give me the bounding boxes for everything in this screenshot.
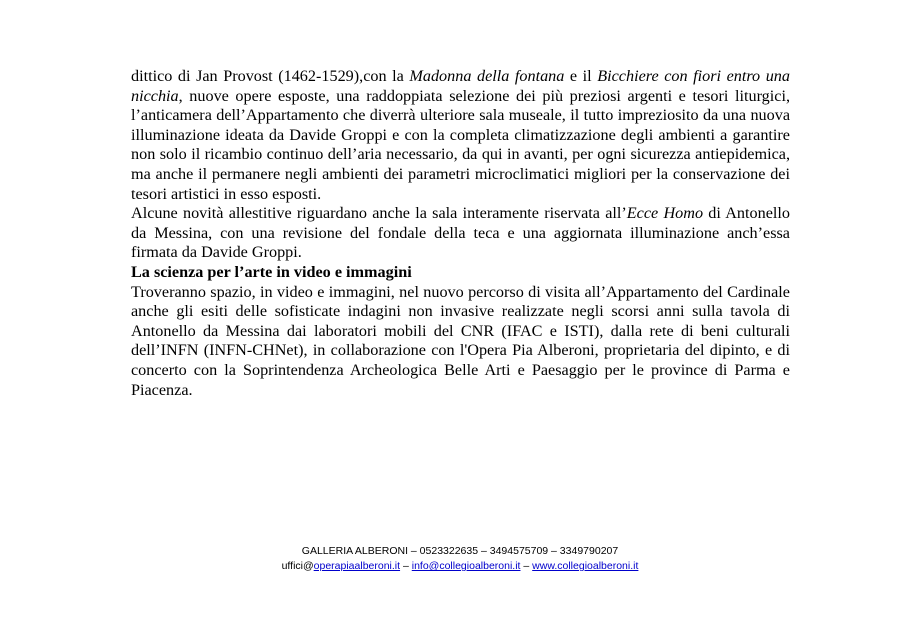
artwork-title: Ecce Homo <box>626 204 704 223</box>
info-email-link[interactable]: info@collegioalberoni.it <box>411 560 521 572</box>
text-run: Alcune novità allestitive riguardano anche la sala interamente riservata all’ <box>131 204 627 223</box>
paragraph-3: Troveranno spazio, in video e immagini, nel nuovo percorso di visita all’Appartamento del Cardinale anche gli esiti delle sofisticate indagini non invasive realizzate negli scorsi anni sulla tavola di Antonello da Messina dai laboratori mobili del CNR (IFAC e ISTI), dalla rete di beni culturali dell’INFN (INFN-CHNet), in collaborazione con l'Opera Pia Alberoni, proprietaria del dipinto, e di concerto con la Soprintendenza Archeologica Belle Arti e Paesaggio per le province di Parma e Piacenza. <box>131 282 790 399</box>
paragraph-2 <box>131 204 790 263</box>
footer <box>0 544 920 574</box>
footer-separator: – <box>400 560 412 572</box>
text-run: dittico di Jan Provost (1462-1529),con la <box>131 67 410 85</box>
operapia-link[interactable]: operapiaalberoni.it <box>313 560 401 572</box>
artwork-title: Madonna della fontana <box>409 67 565 85</box>
footer-prefix: uffici@ <box>281 560 314 572</box>
text-run: e il <box>564 67 598 85</box>
artwork-title: Bicchiere con fiori entro una nicchia <box>131 67 790 105</box>
website-link[interactable]: www.collegioalberoni.it <box>532 560 639 572</box>
section-heading: La scienza per l’arte in video e immagini <box>131 262 412 281</box>
footer-contact-line: GALLERIA ALBERONI – 0523322635 – 3494575709 – 3349790207 <box>301 545 619 557</box>
paragraph-1 <box>131 67 790 204</box>
body-text <box>131 67 790 400</box>
text-run: , nuove opere esposte, una raddoppiata selezione dei più preziosi argenti e tesori liturgici, l’anticamera dell’Appartamento che diverrà ulteriore sala museale, il tutto impreziosito da una nuova illuminazione ideata da Davide Groppi e con la completa climatizzazione degli ambienti a garantire non solo il ricambio continuo dell’aria necessario, da qui in avanti, per ogni sicurezza antiepidemica, ma anche il permanere negli ambienti dei parametri microclimatici migliori per la conservazione dei tesori artistici in esso esposti. <box>131 86 790 203</box>
footer-links-line <box>0 559 920 574</box>
footer-separator: – <box>520 560 533 572</box>
text-run: di Antonello da Messina, con una revisione del fondale della teca e una aggiornata illuminazione anch’essa firmata da Davide Groppi. <box>131 204 790 262</box>
